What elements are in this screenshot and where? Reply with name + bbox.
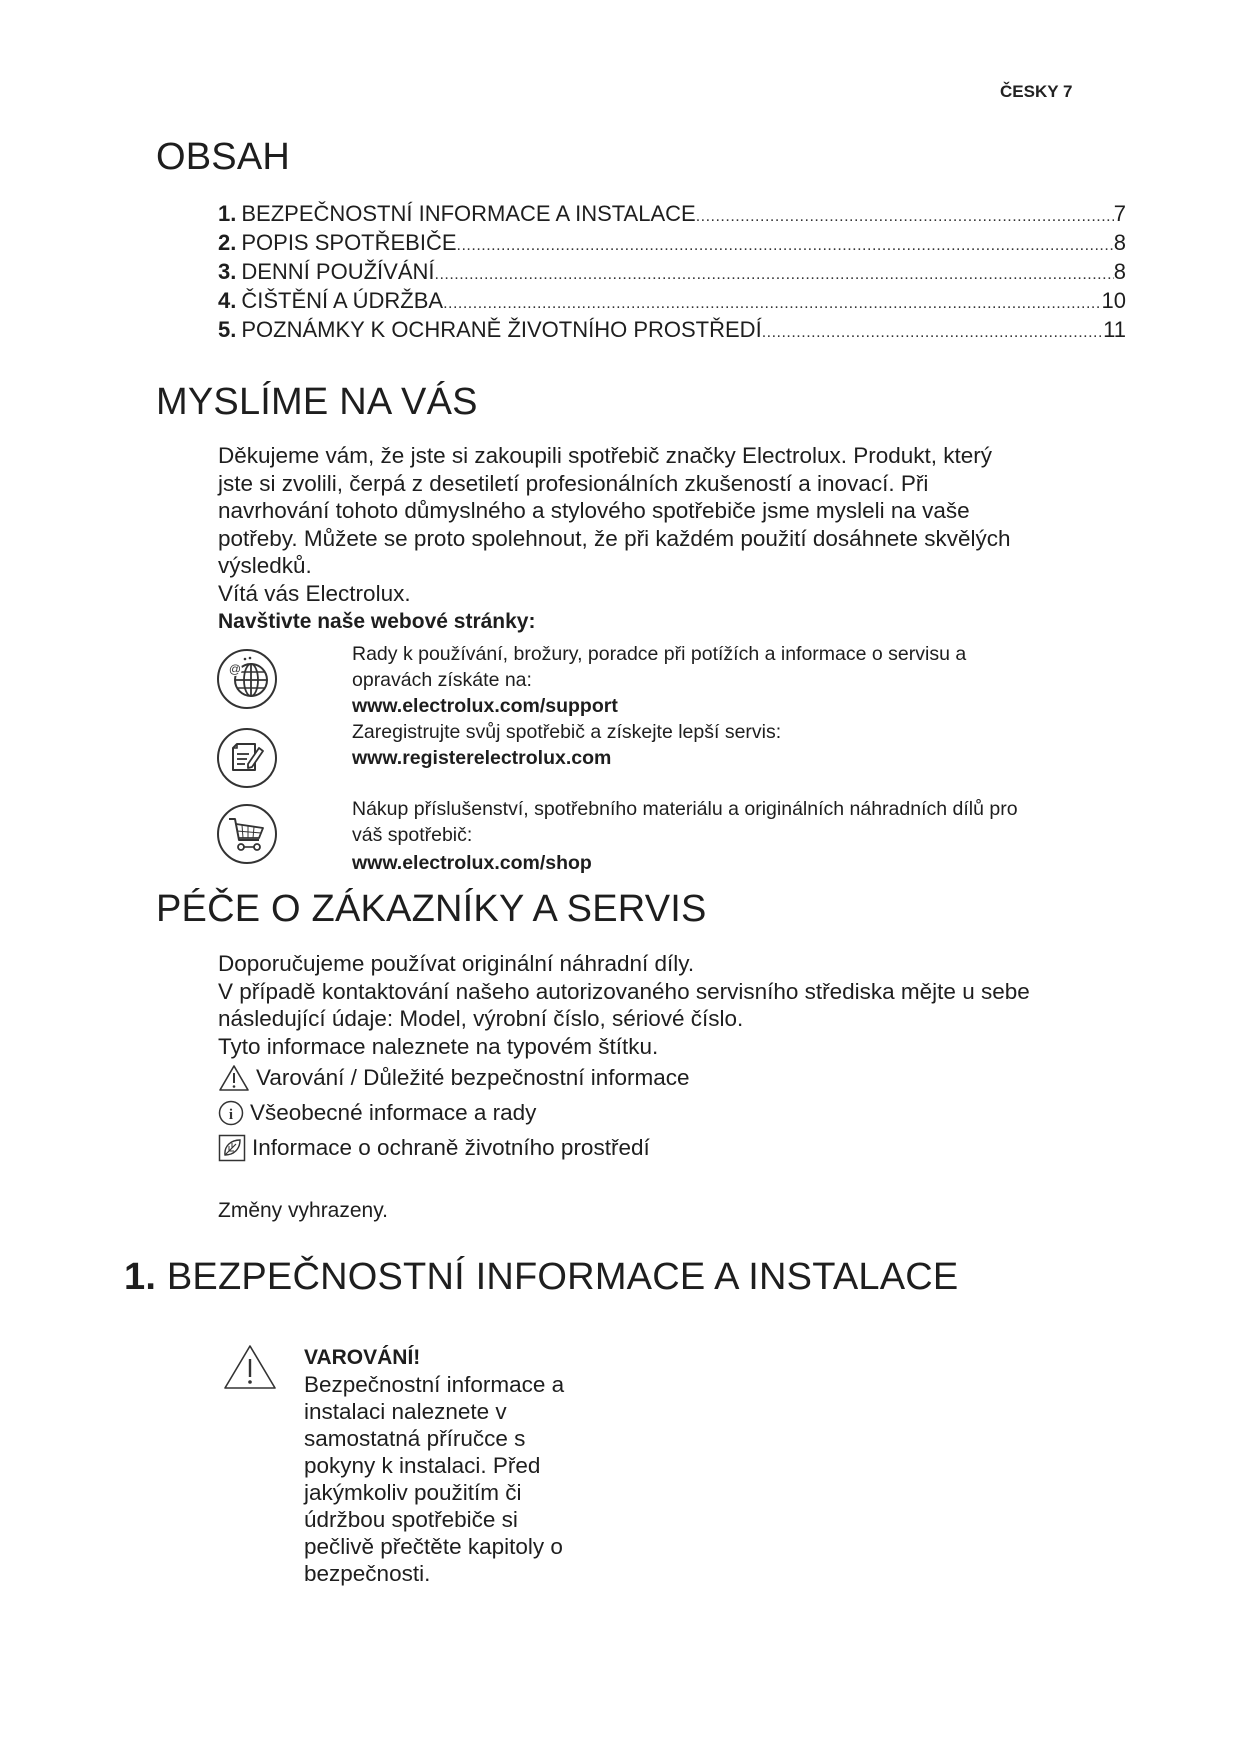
toc-item-title: DENNÍ POUŽÍVÁNÍ — [241, 259, 435, 284]
welcome-line: výsledků. — [218, 553, 312, 579]
changes-note: Změny vyhrazeny. — [218, 1199, 388, 1222]
link-description: Zaregistrujte svůj spotřebič a získejte lepší servis: — [352, 721, 782, 743]
warning-line: samostatná příručce s — [304, 1426, 526, 1451]
toc-item-page: 10 — [1101, 288, 1126, 313]
section-heading — [124, 1256, 958, 1299]
section-title: BEZPEČNOSTNÍ INFORMACE A INSTALACE — [166, 1256, 959, 1298]
toc-leader-dots — [443, 289, 1101, 318]
toc-item-page: 8 — [1113, 259, 1126, 284]
service-title: PÉČE O ZÁKAZNÍKY A SERVIS — [156, 888, 707, 930]
toc-item-title: POPIS SPOTŘEBIČE — [241, 230, 457, 255]
legend-item-warning — [218, 1064, 690, 1092]
welcome-title: MYSLÍME NA VÁS — [156, 381, 478, 423]
support-link-block — [352, 641, 1132, 771]
toc-item-number: 3. — [218, 259, 237, 284]
warning-line: jakýmkoliv použitím či — [304, 1480, 522, 1505]
toc-item-number: 1. — [218, 201, 237, 226]
warning-triangle-icon — [218, 1064, 250, 1092]
toc-item-page: 8 — [1113, 230, 1126, 255]
page-label: ČESKY 7 — [1000, 82, 1073, 101]
info-circle-icon — [218, 1100, 244, 1126]
environment-leaf-icon — [218, 1134, 246, 1162]
legend-item-info — [218, 1100, 536, 1126]
toc-leader-dots — [762, 318, 1103, 347]
welcome-paragraph — [218, 442, 1148, 635]
warning-line: pokyny k instalaci. Před — [304, 1453, 541, 1478]
greeting: Vítá vás Electrolux. — [218, 580, 411, 606]
toc-item-page: 7 — [1113, 201, 1126, 226]
legend-label: Varování / Důležité bezpečnostní informace — [256, 1065, 690, 1090]
welcome-line: jste si zvolili, čerpá z desetiletí profesionálních zkušeností a inovací. Při — [218, 470, 929, 496]
toc-item[interactable] — [218, 257, 1126, 286]
warning-line: bezpečnosti. — [304, 1561, 431, 1586]
toc-item-number: 2. — [218, 230, 237, 255]
toc-item-title: BEZPEČNOSTNÍ INFORMACE A INSTALACE — [241, 201, 696, 226]
visit-label: Navštivte naše webové stránky: — [218, 609, 536, 633]
warning-heading: VAROVÁNÍ! — [304, 1346, 421, 1369]
welcome-line: navrhování tohoto důmyslného a stylového spotřebiče jsme mysleli na vaše — [218, 498, 970, 524]
support-url-link[interactable]: www.electrolux.com/support — [352, 695, 618, 717]
legend-label: Informace o ochraně životního prostředí — [252, 1135, 650, 1160]
link-description: opravách získáte na: — [352, 669, 532, 691]
toc-item[interactable] — [218, 228, 1126, 257]
toc-item-page: 11 — [1103, 317, 1126, 342]
legend-label: Všeobecné informace a rady — [250, 1100, 537, 1125]
welcome-line: potřeby. Můžete se proto spolehnout, že při každém použití dosáhnete skvělých — [218, 525, 1011, 551]
toc-item-number: 4. — [218, 288, 237, 313]
legend-item-environment — [218, 1134, 650, 1162]
shop-link-block — [352, 796, 1132, 876]
link-description: váš spotřebič: — [352, 824, 473, 846]
toc-title: OBSAH — [156, 136, 291, 178]
warning-triangle-icon — [222, 1343, 278, 1391]
register-url-link[interactable]: www.registerelectrolux.com — [352, 747, 612, 769]
welcome-line: Děkujeme vám, že jste si zakoupili spotřebič značky Electrolux. Produkt, který — [218, 443, 993, 468]
toc-leader-dots — [457, 231, 1114, 260]
service-line: Tyto informace naleznete na typovém štítku. — [218, 1033, 659, 1059]
section-number: 1. — [124, 1256, 157, 1298]
warning-line: údržbou spotřebiče si — [304, 1507, 518, 1532]
shopping-cart-icon — [215, 802, 279, 866]
register-document-icon — [215, 726, 279, 790]
toc-item-number: 5. — [218, 317, 237, 342]
svg-text:i: i — [228, 1107, 234, 1123]
toc-item[interactable] — [218, 286, 1126, 315]
toc-item[interactable] — [218, 199, 1126, 228]
warning-line: Bezpečnostní informace a — [304, 1372, 565, 1397]
shop-url-link[interactable]: www.electrolux.com/shop — [352, 852, 592, 874]
globe-at-icon — [215, 647, 279, 711]
toc-item-title: POZNÁMKY K OCHRANĚ ŽIVOTNÍHO PROSTŘEDÍ — [241, 317, 762, 342]
warning-line: instalaci naleznete v — [304, 1399, 507, 1424]
warning-line: pečlivě přečtěte kapitoly o — [304, 1534, 563, 1559]
table-of-contents — [218, 199, 1126, 344]
toc-leader-dots — [435, 260, 1114, 289]
link-description: Rady k používání, brožury, poradce při potížích a informace o servisu a — [352, 643, 967, 665]
service-line: Doporučujeme používat originální náhradní díly. — [218, 951, 695, 976]
toc-item[interactable] — [218, 315, 1126, 344]
svg-text:@: @ — [228, 662, 242, 676]
toc-item-title: ČIŠTĚNÍ A ÚDRŽBA — [241, 288, 444, 313]
link-description: Nákup příslušenství, spotřebního materiálu a originálních náhradních dílů pro — [352, 798, 1018, 820]
warning-box — [304, 1344, 604, 1587]
service-paragraph — [218, 950, 1148, 1060]
service-line: následující údaje: Model, výrobní číslo, sériové číslo. — [218, 1006, 744, 1032]
toc-leader-dots — [696, 202, 1114, 231]
service-line: V případě kontaktování našeho autorizovaného servisního střediska mějte u sebe — [218, 978, 1030, 1004]
